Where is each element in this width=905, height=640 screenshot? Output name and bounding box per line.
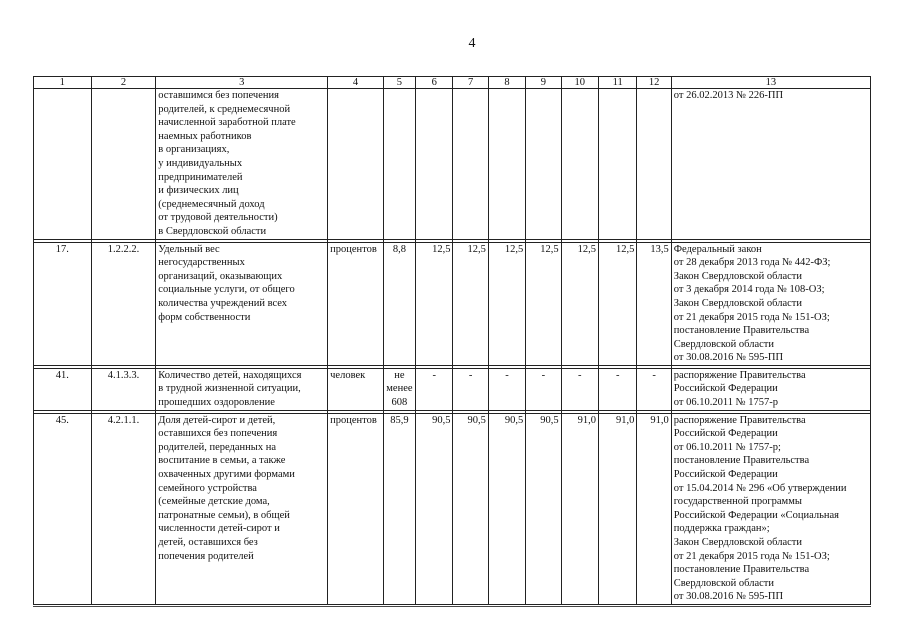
cell-line: от 21 декабря 2015 года № 151-ОЗ;	[673, 550, 830, 562]
cell-line: Закон Свердловской области	[673, 537, 802, 548]
cell-line: постановление Правительства	[673, 455, 810, 467]
cell-line: в организациях,	[158, 144, 230, 156]
column-header: 10	[561, 77, 598, 89]
unit-of-measure: процентов	[328, 242, 384, 365]
cell-line: распоряжение Правительства	[673, 369, 806, 381]
year-value: 12,5	[416, 242, 453, 365]
cell-line: начисленной заработной плате	[158, 117, 296, 129]
bottom-rule	[33, 606, 871, 607]
indicator-description	[156, 242, 328, 365]
cell-line: у индивидуальных	[158, 157, 243, 169]
cell-line: Закон Свердловской области	[673, 270, 802, 282]
cell-line: предпринимателей	[158, 171, 243, 183]
cell-line: в трудной жизненной ситуации,	[158, 383, 301, 395]
column-header: 4	[328, 77, 384, 89]
year-value: 90,5	[488, 413, 525, 604]
base-value	[383, 368, 415, 410]
row-number: 17.	[34, 242, 92, 365]
year-value: 12,5	[599, 242, 637, 365]
year-value: -	[488, 368, 525, 410]
cell-line: 8,8	[392, 243, 406, 255]
year-value	[526, 89, 561, 240]
cell-line: Свердловской области	[673, 338, 774, 350]
column-header: 1	[34, 77, 92, 89]
cell-line: от 26.02.2013 № 226-ПП	[673, 90, 784, 101]
year-value	[488, 89, 525, 240]
indicator-code	[91, 89, 156, 240]
year-value: 13,5	[637, 242, 671, 365]
cell-line: негосударственных	[158, 257, 245, 269]
base-value	[383, 242, 415, 365]
year-value: 12,5	[453, 242, 488, 365]
column-header: 13	[671, 77, 870, 89]
unit-of-measure: процентов	[328, 413, 384, 604]
cell-line: 85,9	[390, 414, 409, 426]
indicator-description	[156, 413, 328, 604]
cell-line: попечения родителей	[158, 550, 254, 562]
cell-line: в Свердловской области	[158, 225, 267, 237]
column-header: 8	[488, 77, 525, 89]
table-row	[34, 89, 871, 240]
year-value: -	[561, 368, 598, 410]
cell-line: Удельный вес	[158, 243, 220, 255]
cell-line: социальные услуги, от общего	[158, 284, 295, 296]
indicators-table	[33, 76, 871, 605]
cell-line: форм собственности	[158, 311, 251, 323]
indicator-code: 4.1.3.3.	[91, 368, 156, 410]
year-value: -	[416, 368, 453, 410]
cell-line: от 28 декабря 2013 года № 442-ФЗ;	[673, 257, 831, 269]
row-number: 41.	[34, 368, 92, 410]
table-header-row	[34, 77, 871, 89]
cell-line: поддержка граждан»;	[673, 523, 770, 535]
year-value: 12,5	[526, 242, 561, 365]
year-value	[453, 89, 488, 240]
cell-line: распоряжение Правительства	[673, 414, 806, 426]
cell-line: патронатные семьи), в общей	[158, 509, 290, 521]
cell-line: численности детей-сирот и	[158, 523, 280, 535]
year-value	[561, 89, 598, 240]
year-value: 12,5	[488, 242, 525, 365]
base-value	[383, 413, 415, 604]
page-number: 4	[468, 36, 476, 51]
cell-line: оставшимся без попечения	[158, 90, 279, 101]
legal-basis	[671, 242, 870, 365]
cell-line: постановление Правительства	[673, 564, 810, 576]
row-number: 45.	[34, 413, 92, 604]
year-value: 90,5	[526, 413, 561, 604]
column-header: 7	[453, 77, 488, 89]
cell-line: Количество детей, находящихся	[158, 369, 302, 381]
year-value: 91,0	[637, 413, 671, 604]
cell-line: организаций, оказывающих	[158, 270, 283, 282]
base-value	[383, 89, 415, 240]
cell-line: менее	[386, 383, 413, 395]
cell-line: наемных работников	[158, 130, 252, 142]
year-value	[416, 89, 453, 240]
column-header: 5	[383, 77, 415, 89]
cell-line: семейного устройства	[158, 482, 257, 494]
indicator-description	[156, 368, 328, 410]
year-value	[599, 89, 637, 240]
column-header: 6	[416, 77, 453, 89]
year-value: 91,0	[599, 413, 637, 604]
year-value: -	[637, 368, 671, 410]
cell-line: (среднемесячный доход	[158, 198, 265, 210]
table-row	[34, 368, 871, 410]
legal-basis	[671, 89, 870, 240]
cell-line: оставшихся без попечения	[158, 428, 278, 440]
column-header: 2	[91, 77, 156, 89]
year-value: -	[526, 368, 561, 410]
year-value: -	[453, 368, 488, 410]
year-value: 90,5	[453, 413, 488, 604]
cell-line: государственной программы	[673, 496, 802, 508]
column-header: 11	[599, 77, 637, 89]
cell-line: Доля детей-сирот и детей,	[158, 414, 276, 426]
table-row	[34, 413, 871, 604]
cell-line: Российской Федерации «Социальная	[673, 509, 839, 521]
year-value: 12,5	[561, 242, 598, 365]
cell-line: охваченных другими формами	[158, 469, 295, 481]
unit-of-measure	[328, 89, 384, 240]
cell-line: не	[394, 369, 405, 381]
unit-of-measure: человек	[328, 368, 384, 410]
indicator-description	[156, 89, 328, 240]
column-header: 12	[637, 77, 671, 89]
cell-line: родителей, к среднемесячной	[158, 103, 291, 115]
cell-line: и физических лиц	[158, 185, 239, 197]
indicator-code: 1.2.2.2.	[91, 242, 156, 365]
cell-line: Российской Федерации	[673, 428, 778, 440]
cell-line: Свердловской области	[673, 577, 774, 589]
cell-line: Российской Федерации	[673, 383, 778, 395]
year-value	[637, 89, 671, 240]
cell-line: 608	[391, 397, 408, 409]
column-header: 9	[526, 77, 561, 89]
cell-line: от трудовой деятельности)	[158, 212, 278, 224]
column-header: 3	[156, 77, 328, 89]
indicator-code: 4.2.1.1.	[91, 413, 156, 604]
cell-line: прошедших оздоровление	[158, 397, 275, 409]
cell-line: Российской Федерации	[673, 469, 778, 481]
year-value: -	[599, 368, 637, 410]
cell-line: Федеральный закон	[673, 243, 762, 255]
cell-line: (семейные детские дома,	[158, 496, 270, 508]
year-value: 91,0	[561, 413, 598, 604]
legal-basis	[671, 413, 870, 604]
cell-line: от 3 декабря 2014 года № 108-ОЗ;	[673, 284, 825, 296]
table-row	[34, 242, 871, 365]
cell-line: детей, оставшихся без	[158, 537, 258, 548]
cell-line: от 30.08.2016 № 595-ПП	[673, 591, 784, 603]
cell-line: постановление Правительства	[673, 325, 810, 337]
legal-basis	[671, 368, 870, 410]
cell-line: от 21 декабря 2015 года № 151-ОЗ;	[673, 311, 830, 323]
year-value: 90,5	[416, 413, 453, 604]
cell-line: от 15.04.2014 № 296 «Об утверждении	[673, 482, 847, 494]
cell-line: родителей, переданных на	[158, 441, 276, 453]
row-number	[34, 89, 92, 240]
cell-line: воспитание в семьи, а также	[158, 455, 286, 467]
cell-line: от 30.08.2016 № 595-ПП	[673, 352, 784, 364]
cell-line: от 06.10.2011 № 1757-р;	[673, 441, 781, 453]
cell-line: Закон Свердловской области	[673, 297, 802, 309]
cell-line: количества учреждений всех	[158, 297, 288, 309]
cell-line: от 06.10.2011 № 1757-р	[673, 397, 778, 409]
